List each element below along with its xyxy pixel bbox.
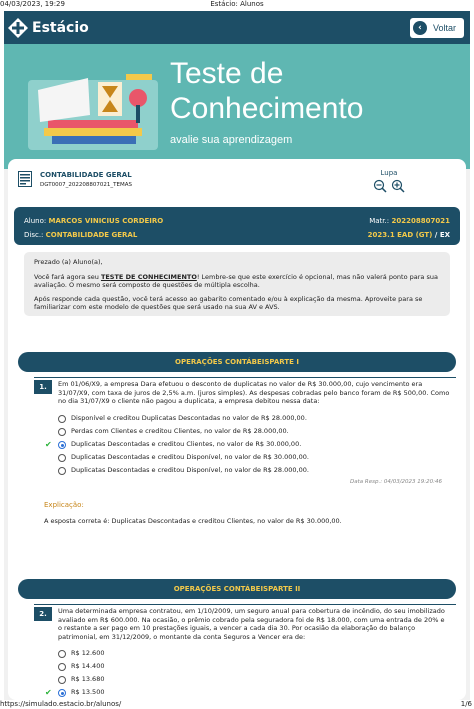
banner-title-line2: Conhecimento xyxy=(170,92,364,125)
app-frame xyxy=(4,11,470,700)
instructions-p1 xyxy=(34,273,440,290)
hero-banner xyxy=(4,44,470,169)
p1-after: ! Lembre-se que este exercício é opcional, mas não valerá ponto para sua avaliação. O mesmo será composto de questões de múltipla escolha. xyxy=(34,272,438,289)
top-bar xyxy=(4,11,470,44)
matr-value: 202208807021 xyxy=(391,217,450,225)
student-name: MARCOS VINICIUS CORDEIRO xyxy=(48,217,164,225)
p1-bold: TESTE DE CONHECIMENTO xyxy=(100,272,197,281)
brand-name: Estácio xyxy=(32,20,89,36)
student-info xyxy=(14,207,460,245)
answer-options xyxy=(45,647,105,699)
explanation-text: A esposta correta é: Duplicatas Descontadas e creditou Clientes, no valor de R$ 30.000,00. xyxy=(44,517,342,525)
answer-option[interactable] xyxy=(58,412,309,425)
radio-button[interactable] xyxy=(58,663,66,671)
print-footer xyxy=(0,700,474,709)
zoom-out-icon[interactable] xyxy=(373,179,387,193)
period-sep: / xyxy=(432,231,440,239)
banner-subtitle: avalie sua aprendizagem xyxy=(170,134,293,146)
back-button[interactable] xyxy=(410,18,464,38)
period-value: 2023.1 EAD (GT) xyxy=(367,231,433,239)
chevron-left-icon: ‹ xyxy=(413,21,427,35)
period-info xyxy=(368,231,450,239)
matr-label: Matr.: xyxy=(369,217,390,225)
question-divider xyxy=(34,377,456,378)
response-date: Data Resp.: 04/03/2023 19:20:46 xyxy=(350,479,442,485)
option-label: Duplicatas Descontadas e creditou Disponível, no valor de R$ 28.000,00. xyxy=(71,466,309,474)
answer-option[interactable] xyxy=(58,451,309,464)
option-label: Perdas com Clientes e creditou Clientes, no valor de R$ 28.000,00. xyxy=(71,427,289,435)
aluno-label: Aluno: xyxy=(24,217,47,225)
discipline-row xyxy=(24,231,137,239)
zoom-in-icon[interactable] xyxy=(391,179,405,193)
zoom-label: Lupa xyxy=(380,169,398,177)
ex-label: EX xyxy=(439,231,450,239)
radio-button[interactable] xyxy=(58,676,66,684)
exam-card xyxy=(8,159,466,700)
answer-option-selected[interactable] xyxy=(45,438,309,451)
question-text: Em 01/06/X9, a empresa Dara efetuou o desconto de duplicatas no valor de R$ 30.000,00, cujo vencimento era 31/07/X9, com taxa de juros de 2,5% a.m. (juros simples). As despesas cobradas pelo banco foram de R$ 500,00. Como no dia 31/07/X9 o cliente não pagou a duplicata, a empresa debitou nessa data: xyxy=(58,380,450,405)
estacio-logo-icon xyxy=(8,18,28,38)
back-button-label: Voltar xyxy=(433,23,457,33)
radio-button-selected[interactable] xyxy=(58,441,66,449)
answer-option[interactable] xyxy=(58,673,104,686)
option-label: Duplicatas Descontadas e creditou Clientes, no valor de R$ 30.000,00. xyxy=(71,440,302,448)
zoom-control xyxy=(364,169,414,193)
print-header xyxy=(0,0,474,9)
radio-button[interactable] xyxy=(58,415,66,423)
study-illustration-icon xyxy=(18,60,168,160)
radio-button[interactable] xyxy=(58,454,66,462)
question-number: 2. xyxy=(34,607,52,621)
book-icon xyxy=(18,171,32,187)
course-header xyxy=(18,169,458,203)
option-label: Disponível e creditou Duplicatas Descontadas no valor de R$ 28.000,00. xyxy=(71,414,307,422)
question-text: Uma determinada empresa contratou, em 1/10/2009, um seguro anual para cobertura de incêndio, do seu imobilizado avaliado em R$ 600.000. Na ocasião, o prêmio cobrado pela seguradora foi de R$ 18.000, com uma entrada de 20% e o restante a ser pago em 10 prestações iguais, a vencer a cada dia 30. Por ocasião da elaboração do balanço patrimonial, em 31/12/2009, o montante da conta Seguros a Vencer era de: xyxy=(58,607,445,641)
print-url: https://simulado.estacio.br/alunos/ xyxy=(0,700,122,708)
section-title: OPERAÇÕES CONTÁBEISPARTE II xyxy=(18,579,456,599)
answer-option-selected[interactable] xyxy=(45,686,105,699)
question-divider xyxy=(34,604,456,605)
explanation-label: Explicação: xyxy=(44,501,84,509)
disc-value: CONTABILIDADE GERAL xyxy=(45,231,138,239)
answer-option[interactable] xyxy=(58,660,104,673)
student-row xyxy=(24,217,163,225)
p1-before: Você fará agora seu xyxy=(34,272,101,281)
correct-check-icon: ✔ xyxy=(45,440,52,449)
option-label: R$ 13.680 xyxy=(71,675,105,683)
course-code: DGT0007_202208807021_TEMAS xyxy=(40,182,132,188)
correct-check-icon: ✔ xyxy=(45,688,52,697)
print-datetime: 04/03/2023, 19:29 xyxy=(0,0,65,8)
answer-option[interactable] xyxy=(58,647,104,660)
question-number: 1. xyxy=(34,380,52,394)
banner-title-line1: Teste de xyxy=(170,57,284,90)
option-label: R$ 14.400 xyxy=(71,662,105,670)
answer-option[interactable] xyxy=(58,425,309,438)
option-label: R$ 12.600 xyxy=(71,649,105,657)
answer-option[interactable] xyxy=(58,464,309,477)
course-name: CONTABILIDADE GERAL xyxy=(40,171,132,179)
greeting: Prezado (a) Aluno(a), xyxy=(34,258,103,266)
disc-label: Disc.: xyxy=(24,231,44,239)
print-page-title: Estácio: Alunos xyxy=(210,0,264,8)
instructions-p2: Após responde cada questão, você terá acesso ao gabarito comentado e/ou à explicação da mesma. Aproveite para se familiarizar com este modelo de questões que será usado na sua AV e AVS. xyxy=(34,294,423,311)
radio-button[interactable] xyxy=(58,467,66,475)
answer-options xyxy=(45,412,309,477)
radio-button[interactable] xyxy=(58,650,66,658)
banner-title xyxy=(170,56,470,126)
radio-button[interactable] xyxy=(58,428,66,436)
instructions-box xyxy=(24,252,450,316)
matricula xyxy=(369,217,450,225)
option-label: Duplicatas Descontadas e creditou Disponível, no valor de R$ 30.000,00. xyxy=(71,453,309,461)
radio-button-selected[interactable] xyxy=(58,689,66,697)
brand-logo[interactable] xyxy=(8,18,89,38)
section-title: OPERAÇÕES CONTÁBEISPARTE I xyxy=(18,352,456,372)
print-page-number: 1/6 xyxy=(460,700,472,708)
option-label: R$ 13.500 xyxy=(71,688,105,696)
